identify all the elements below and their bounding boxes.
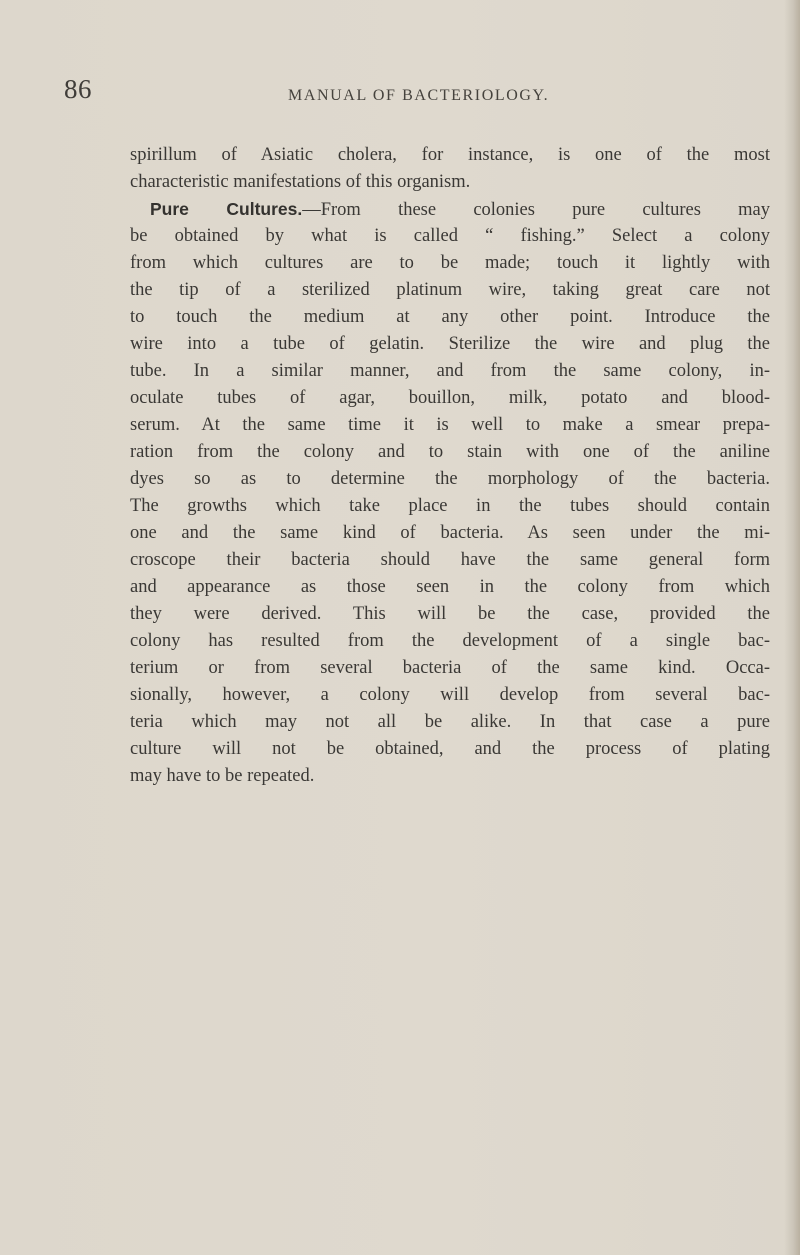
text-line: teria which may not all be alike. In that case a pure [130, 712, 770, 732]
text-line: and appearance as those seen in the colony from which [130, 577, 770, 597]
text-line: tube. In a similar manner, and from the same colony, in- [130, 361, 770, 381]
text-line: colony has resulted from the development of a single bac- [130, 631, 770, 651]
text-line [130, 196, 770, 223]
text-line: ration from the colony and to stain with one of the aniline [130, 442, 770, 462]
text-line: they were derived. This will be the case, provided the [130, 604, 770, 624]
text-line: serum. At the same time it is well to make a smear prepa- [130, 415, 770, 435]
text-line: spirillum of Asiatic cholera, for instance, is one of the most [130, 145, 770, 165]
text-line: croscope their bacteria should have the same general form [130, 550, 770, 570]
text-line: The growths which take place in the tubes should contain [130, 496, 770, 516]
text-line: may have to be repeated. [130, 766, 315, 786]
text-line-content: —From these colonies pure cultures may [302, 200, 770, 220]
section-heading: Pure Cultures. [150, 199, 303, 219]
text-line: terium or from several bacteria of the same kind. Occa- [130, 658, 770, 678]
text-line: one and the same kind of bacteria. As seen under the mi- [130, 523, 770, 543]
text-line: from which cultures are to be made; touch it lightly with [130, 253, 770, 273]
text-line: the tip of a sterilized platinum wire, taking great care not [130, 280, 770, 300]
text-line: characteristic manifestations of this organism. [130, 172, 471, 192]
text-line: be obtained by what is called “ fishing.” Select a colony [130, 226, 770, 246]
running-head: MANUAL OF BACTERIOLOGY. [288, 87, 550, 104]
text-line: sionally, however, a colony will develop from several bac- [130, 685, 770, 705]
page-edge-shadow [784, 0, 800, 1255]
text-line: culture will not be obtained, and the process of plating [130, 739, 770, 759]
text-line: dyes so as to determine the morphology of the bacteria. [130, 469, 770, 489]
text-line: oculate tubes of agar, bouillon, milk, potato and blood- [130, 388, 770, 408]
text-line: to touch the medium at any other point. Introduce the [130, 307, 770, 327]
page-number: 86 [64, 74, 92, 104]
text-line: wire into a tube of gelatin. Sterilize the wire and plug the [130, 334, 770, 354]
body-text [130, 142, 770, 790]
